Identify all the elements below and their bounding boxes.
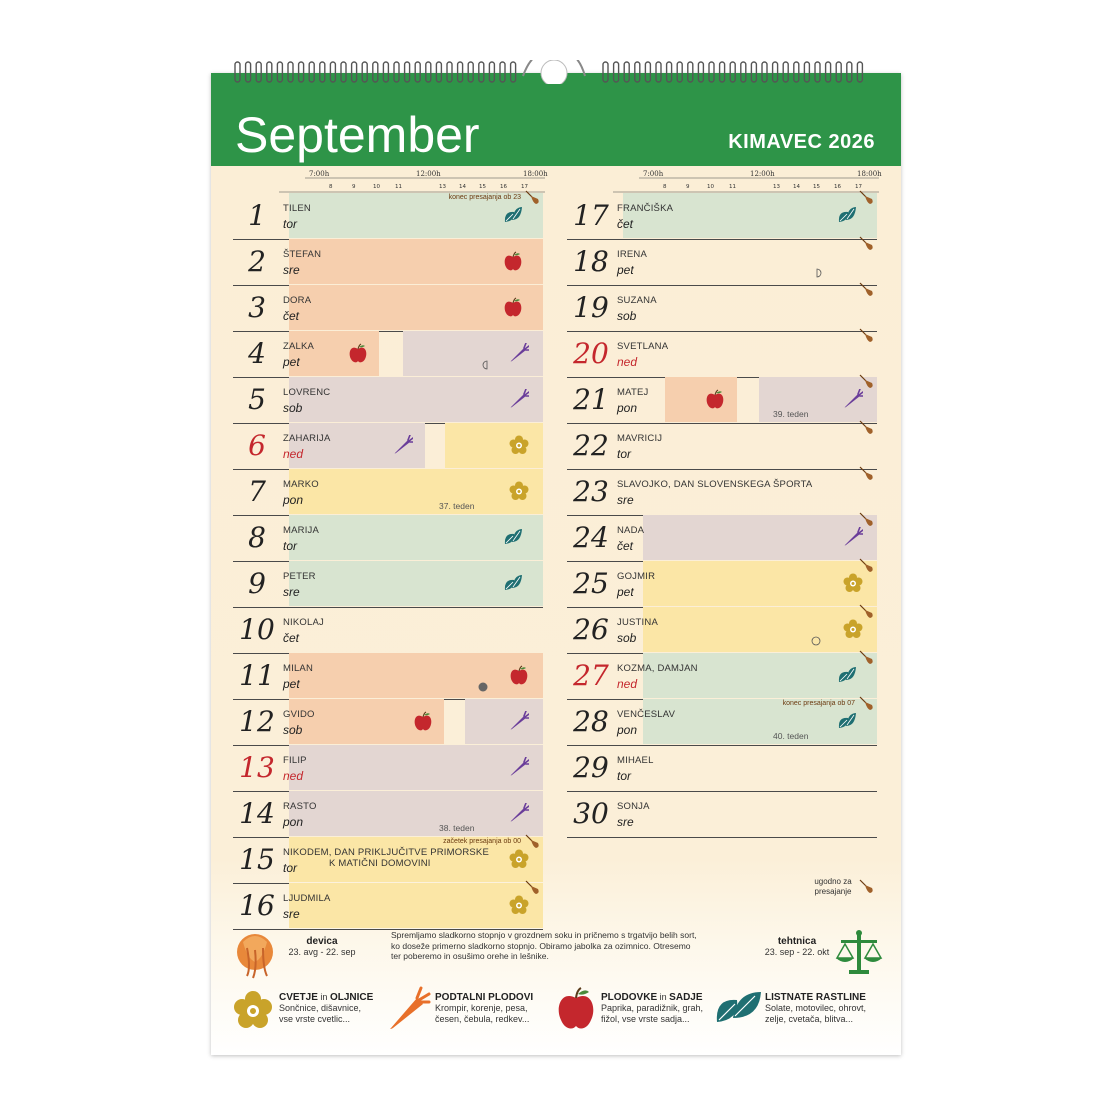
moon-phase-icon	[481, 360, 491, 370]
name-day: NIKODEM, DAN PRIKLJUČITVE PRIMORSKE K MATIČNI DOMOVINI	[283, 847, 490, 869]
legend-root-line2: česen, čebula, redkev...	[435, 1014, 530, 1024]
day-row	[567, 469, 877, 516]
trowel-icon	[859, 374, 875, 390]
day-number: 18	[573, 245, 609, 278]
flower-icon	[233, 990, 273, 1030]
trowel-icon	[859, 420, 875, 436]
weekday: čet	[283, 631, 300, 645]
weekday: sre	[283, 585, 300, 599]
tick: 16	[500, 184, 507, 190]
day-row	[233, 423, 543, 470]
root-icon	[843, 389, 863, 409]
day-row	[567, 193, 877, 240]
calendar-sheet	[211, 73, 901, 1055]
weekday: pon	[617, 401, 638, 415]
name-day: MARIJA	[283, 525, 320, 536]
day-row	[233, 883, 543, 930]
day-row	[233, 791, 543, 838]
day-row	[567, 377, 877, 424]
day-number: 29	[573, 751, 609, 784]
leaf-icon	[503, 573, 523, 593]
day-row	[567, 331, 877, 378]
trowel-icon	[859, 236, 875, 252]
trowel-icon	[525, 190, 541, 206]
week-number: 38. teden	[439, 823, 475, 833]
flower-icon	[843, 619, 863, 639]
day-row	[567, 423, 877, 470]
flower-band	[643, 607, 877, 652]
name-day: SLAVOJKO, DAN SLOVENSKEGA ŠPORTA	[617, 479, 813, 490]
legend-flower-title2: OLJNICE	[329, 992, 374, 1003]
root-band	[465, 699, 543, 744]
name-day: ZALKA	[283, 341, 315, 352]
time-label-12: 12:00h	[416, 170, 441, 178]
weekday: tor	[617, 447, 632, 461]
name-day: TILEN	[283, 203, 311, 214]
day-number: 27	[573, 659, 609, 692]
day-row	[233, 607, 543, 654]
legend-fruit-title2: SADJE	[669, 992, 703, 1003]
root-icon	[509, 711, 529, 731]
advice-line2: ko doseže primerno sladkorno stopnjo. Obiramo jabolka za ozimnico. Otresemo	[391, 940, 691, 951]
fruit-icon	[509, 665, 529, 685]
legend-flower-title: CVETJE	[279, 992, 318, 1003]
weekday: pon	[617, 723, 638, 737]
tick: 11	[395, 184, 402, 190]
day-row	[567, 745, 877, 792]
trowel-icon	[525, 834, 541, 850]
root-band	[289, 377, 543, 422]
spiral-binding	[233, 60, 873, 84]
time-label-18: 18:00h	[857, 170, 882, 178]
day-row	[233, 561, 543, 608]
day-row	[567, 561, 877, 608]
weekday: sre	[283, 907, 300, 921]
week-number: 40. teden	[773, 731, 809, 741]
tick: 11	[729, 184, 736, 190]
weekday: čet	[617, 217, 634, 231]
day-row	[233, 745, 543, 792]
day-row	[233, 193, 543, 240]
zodiac-right-name: tehtnica	[777, 936, 817, 947]
name-day: MATEJ	[617, 387, 649, 398]
name-day: JUSTINA	[617, 617, 658, 628]
day-number: 30	[573, 797, 609, 830]
trowel-icon	[859, 879, 875, 895]
weekday: čet	[283, 309, 300, 323]
tick: 14	[793, 184, 800, 190]
zodiac-right-dates: 23. sep - 22. okt	[764, 947, 830, 957]
day-number: 26	[573, 613, 609, 646]
day-row	[567, 285, 877, 332]
time-label-7: 7:00h	[643, 170, 664, 178]
day-number: 20	[573, 337, 609, 370]
tick: 9	[352, 184, 356, 190]
tick: 10	[373, 184, 380, 190]
name-day: LOVRENC	[283, 387, 331, 398]
root-band	[643, 515, 877, 560]
timeline-ticks	[663, 184, 862, 190]
name-day: MARKO	[283, 479, 319, 490]
weekday: ned	[617, 355, 638, 369]
day-number: 24	[573, 521, 609, 554]
weekday: tor	[283, 861, 298, 875]
trowel-icon	[859, 282, 875, 298]
day-row	[233, 699, 543, 746]
root-icon	[509, 757, 529, 777]
fruit-band	[665, 377, 737, 422]
name-day: NADA	[617, 525, 645, 536]
flower-icon	[509, 481, 529, 501]
tick: 8	[663, 184, 667, 190]
weekday: čet	[617, 539, 634, 553]
trowel-icon	[859, 190, 875, 206]
legend-root-title: PODTALNI PLODOVI	[435, 992, 534, 1003]
day-row	[233, 331, 543, 378]
day-number: 11	[239, 659, 275, 692]
day-row	[567, 791, 877, 838]
libra-icon	[833, 928, 885, 978]
virgo-icon	[233, 928, 277, 980]
tick: 15	[479, 184, 486, 190]
weekday: sob	[617, 631, 637, 645]
moon-phase-icon	[811, 636, 821, 646]
day-number: 6	[248, 429, 266, 462]
time-label-7: 7:00h	[309, 170, 330, 178]
leaf-icon	[713, 988, 763, 1028]
day-row	[567, 239, 877, 286]
legend-root-line1: Krompir, korenje, pesa,	[435, 1003, 528, 1013]
name-day: RASTO	[283, 801, 317, 812]
transplant-note: konec presajanja ob 23	[448, 194, 521, 201]
day-row	[233, 515, 543, 562]
root-icon	[509, 389, 529, 409]
leaf-icon	[837, 665, 857, 685]
tick: 17	[855, 184, 862, 190]
weekday: sob	[283, 723, 303, 737]
advice-line3: ter poberemo in osušimo orehe in lešnike.	[391, 951, 549, 961]
tick: 16	[834, 184, 841, 190]
trowel-icon	[859, 558, 875, 574]
flower-icon	[509, 849, 529, 869]
name-day: KOZMA, DAMJAN	[617, 663, 698, 674]
day-number: 22	[573, 429, 609, 462]
day-number: 13	[239, 751, 275, 784]
day-row	[233, 377, 543, 424]
zodiac-left-name: devica	[306, 936, 338, 947]
trowel-icon	[859, 328, 875, 344]
day-number: 9	[248, 567, 266, 600]
weekday: tor	[283, 217, 298, 231]
tick: 13	[773, 184, 780, 190]
day-row	[233, 837, 543, 884]
day-number: 15	[239, 843, 275, 876]
day-row	[233, 653, 543, 700]
legend-leaf-line1: Solate, motovilec, ohrovt,	[765, 1003, 867, 1013]
leaf-icon	[837, 711, 857, 731]
weekday: pet	[617, 263, 634, 277]
footer	[211, 928, 901, 1055]
day-row	[567, 653, 877, 700]
moon-phase-icon	[478, 682, 488, 692]
name-day: FILIP	[283, 755, 307, 766]
time-label-18: 18:00h	[523, 170, 548, 178]
name-day: SVETLANA	[617, 341, 669, 352]
leaf-icon	[503, 527, 523, 547]
tick: 15	[813, 184, 820, 190]
week-number: 37. teden	[439, 501, 475, 511]
day-number: 7	[248, 475, 266, 508]
name-day: SONJA	[617, 801, 650, 812]
day-row	[233, 239, 543, 286]
week-number: 39. teden	[773, 409, 809, 419]
day-row	[567, 607, 877, 654]
fruit-icon	[413, 711, 433, 731]
day-row	[567, 515, 877, 562]
day-number: 1	[248, 199, 266, 232]
tick: 10	[707, 184, 714, 190]
weekday: sob	[283, 401, 303, 415]
weekday: sob	[617, 309, 637, 323]
root-band	[289, 791, 543, 836]
flower-icon	[509, 895, 529, 915]
name-day: LJUDMILA	[283, 893, 331, 904]
weekday: tor	[617, 769, 632, 783]
day-number: 4	[248, 337, 266, 370]
name-day: SUZANA	[617, 295, 657, 306]
day-number: 10	[239, 613, 275, 646]
advice-line1: Spremljamo sladkorno stopnjo v grozdnem soku in pričnemo s trgatvijo belih sort,	[391, 930, 697, 940]
weekday: pet	[283, 355, 300, 369]
time-label-12: 12:00h	[750, 170, 775, 178]
tick: 13	[439, 184, 446, 190]
day-row	[233, 285, 543, 332]
trowel-icon	[859, 604, 875, 620]
legend-flower-line2: vse vrste cvetlic...	[279, 1014, 351, 1024]
root-icon	[509, 343, 529, 363]
weekday: sre	[617, 493, 634, 507]
trowel-legend: ugodno za presajanje	[814, 877, 852, 896]
weekday: tor	[283, 539, 298, 553]
tick: 8	[329, 184, 333, 190]
name-day: VENČESLAV	[617, 709, 676, 720]
fruit-icon	[705, 389, 725, 409]
name-day: DORA	[283, 295, 312, 306]
day-row	[233, 469, 543, 516]
carrot-icon	[385, 986, 431, 1032]
flower-band	[289, 469, 543, 514]
day-number: 28	[573, 705, 609, 738]
name-day: FRANČIŠKA	[617, 203, 674, 214]
legend-join: in	[659, 992, 667, 1002]
legend-flower-line1: Sončnice, dišavnice,	[279, 1003, 362, 1013]
fruit-band	[289, 653, 543, 698]
weekday: sre	[617, 815, 634, 829]
name-day: ŠTEFAN	[283, 249, 322, 260]
flower-band	[643, 561, 877, 606]
trowel-icon	[859, 696, 875, 712]
month-title: September	[235, 107, 480, 163]
brand-title: KIMAVEC 2026	[728, 131, 875, 153]
day-number: 8	[248, 521, 266, 554]
root-icon	[393, 435, 413, 455]
weekday: ned	[283, 447, 304, 461]
tick: 17	[521, 184, 528, 190]
legend-fruit-line1: Paprika, paradižnik, grah,	[601, 1003, 704, 1013]
name-day: ZAHARIJA	[283, 433, 331, 444]
trowel-icon	[859, 512, 875, 528]
flower-band	[289, 883, 543, 928]
root-icon	[509, 803, 529, 823]
weekday: ned	[617, 677, 638, 691]
day-number: 3	[248, 291, 266, 324]
timeline-right	[613, 166, 883, 193]
legend-leaf-title: LISTNATE RASTLINE	[765, 992, 866, 1003]
fruit-icon	[503, 297, 523, 317]
name-day: GVIDO	[283, 709, 315, 720]
day-number: 14	[239, 797, 275, 830]
name-day: GOJMIR	[617, 571, 656, 582]
flower-icon	[843, 573, 863, 593]
leaf-icon	[503, 205, 523, 225]
legend-fruit-line2: fižol, vse vrste sadja...	[601, 1014, 690, 1024]
day-number: 12	[239, 705, 275, 738]
timeline-ticks	[329, 184, 528, 190]
trowel-icon	[859, 466, 875, 482]
root-band	[289, 745, 543, 790]
legend-fruit-title: PLODOVKE	[601, 992, 658, 1003]
flower-icon	[509, 435, 529, 455]
tick: 14	[459, 184, 466, 190]
moon-phase-icon	[813, 268, 823, 278]
name-day: MAVRICIJ	[617, 433, 663, 444]
header-bar	[211, 73, 901, 166]
day-number: 19	[573, 291, 609, 324]
day-row	[567, 699, 877, 746]
day-number: 2	[248, 245, 266, 278]
weekday: pet	[617, 585, 634, 599]
name-day: MIHAEL	[617, 755, 654, 766]
zodiac-left-dates: 23. avg - 22. sep	[288, 947, 356, 957]
weekday: pon	[283, 493, 304, 507]
trowel-icon	[859, 650, 875, 666]
name-day: MILAN	[283, 663, 314, 674]
trowel-icon	[525, 880, 541, 896]
weekday: pon	[283, 815, 304, 829]
weekday: pet	[283, 677, 300, 691]
root-icon	[843, 527, 863, 547]
weekday: sre	[283, 263, 300, 277]
transplant-note: konec presajanja ob 07	[782, 700, 855, 707]
day-number: 21	[573, 383, 609, 416]
fruit-icon	[348, 343, 368, 363]
day-number: 5	[248, 383, 266, 416]
apple-icon	[555, 986, 597, 1032]
tick: 9	[686, 184, 690, 190]
legend-join: in	[320, 992, 328, 1002]
leaf-icon	[837, 205, 857, 225]
name-day: PETER	[283, 571, 316, 582]
day-number: 17	[573, 199, 609, 232]
legend-leaf-line2: zelje, cvetača, blitva...	[765, 1014, 854, 1024]
transplant-note: začetek presajanja ob 00	[443, 838, 521, 845]
day-number: 23	[573, 475, 609, 508]
timeline-left	[279, 166, 549, 193]
day-number: 16	[239, 889, 275, 922]
fruit-icon	[503, 251, 523, 271]
day-number: 25	[573, 567, 609, 600]
name-day: IRENA	[617, 249, 648, 260]
name-day: NIKOLAJ	[283, 617, 324, 628]
weekday: ned	[283, 769, 304, 783]
